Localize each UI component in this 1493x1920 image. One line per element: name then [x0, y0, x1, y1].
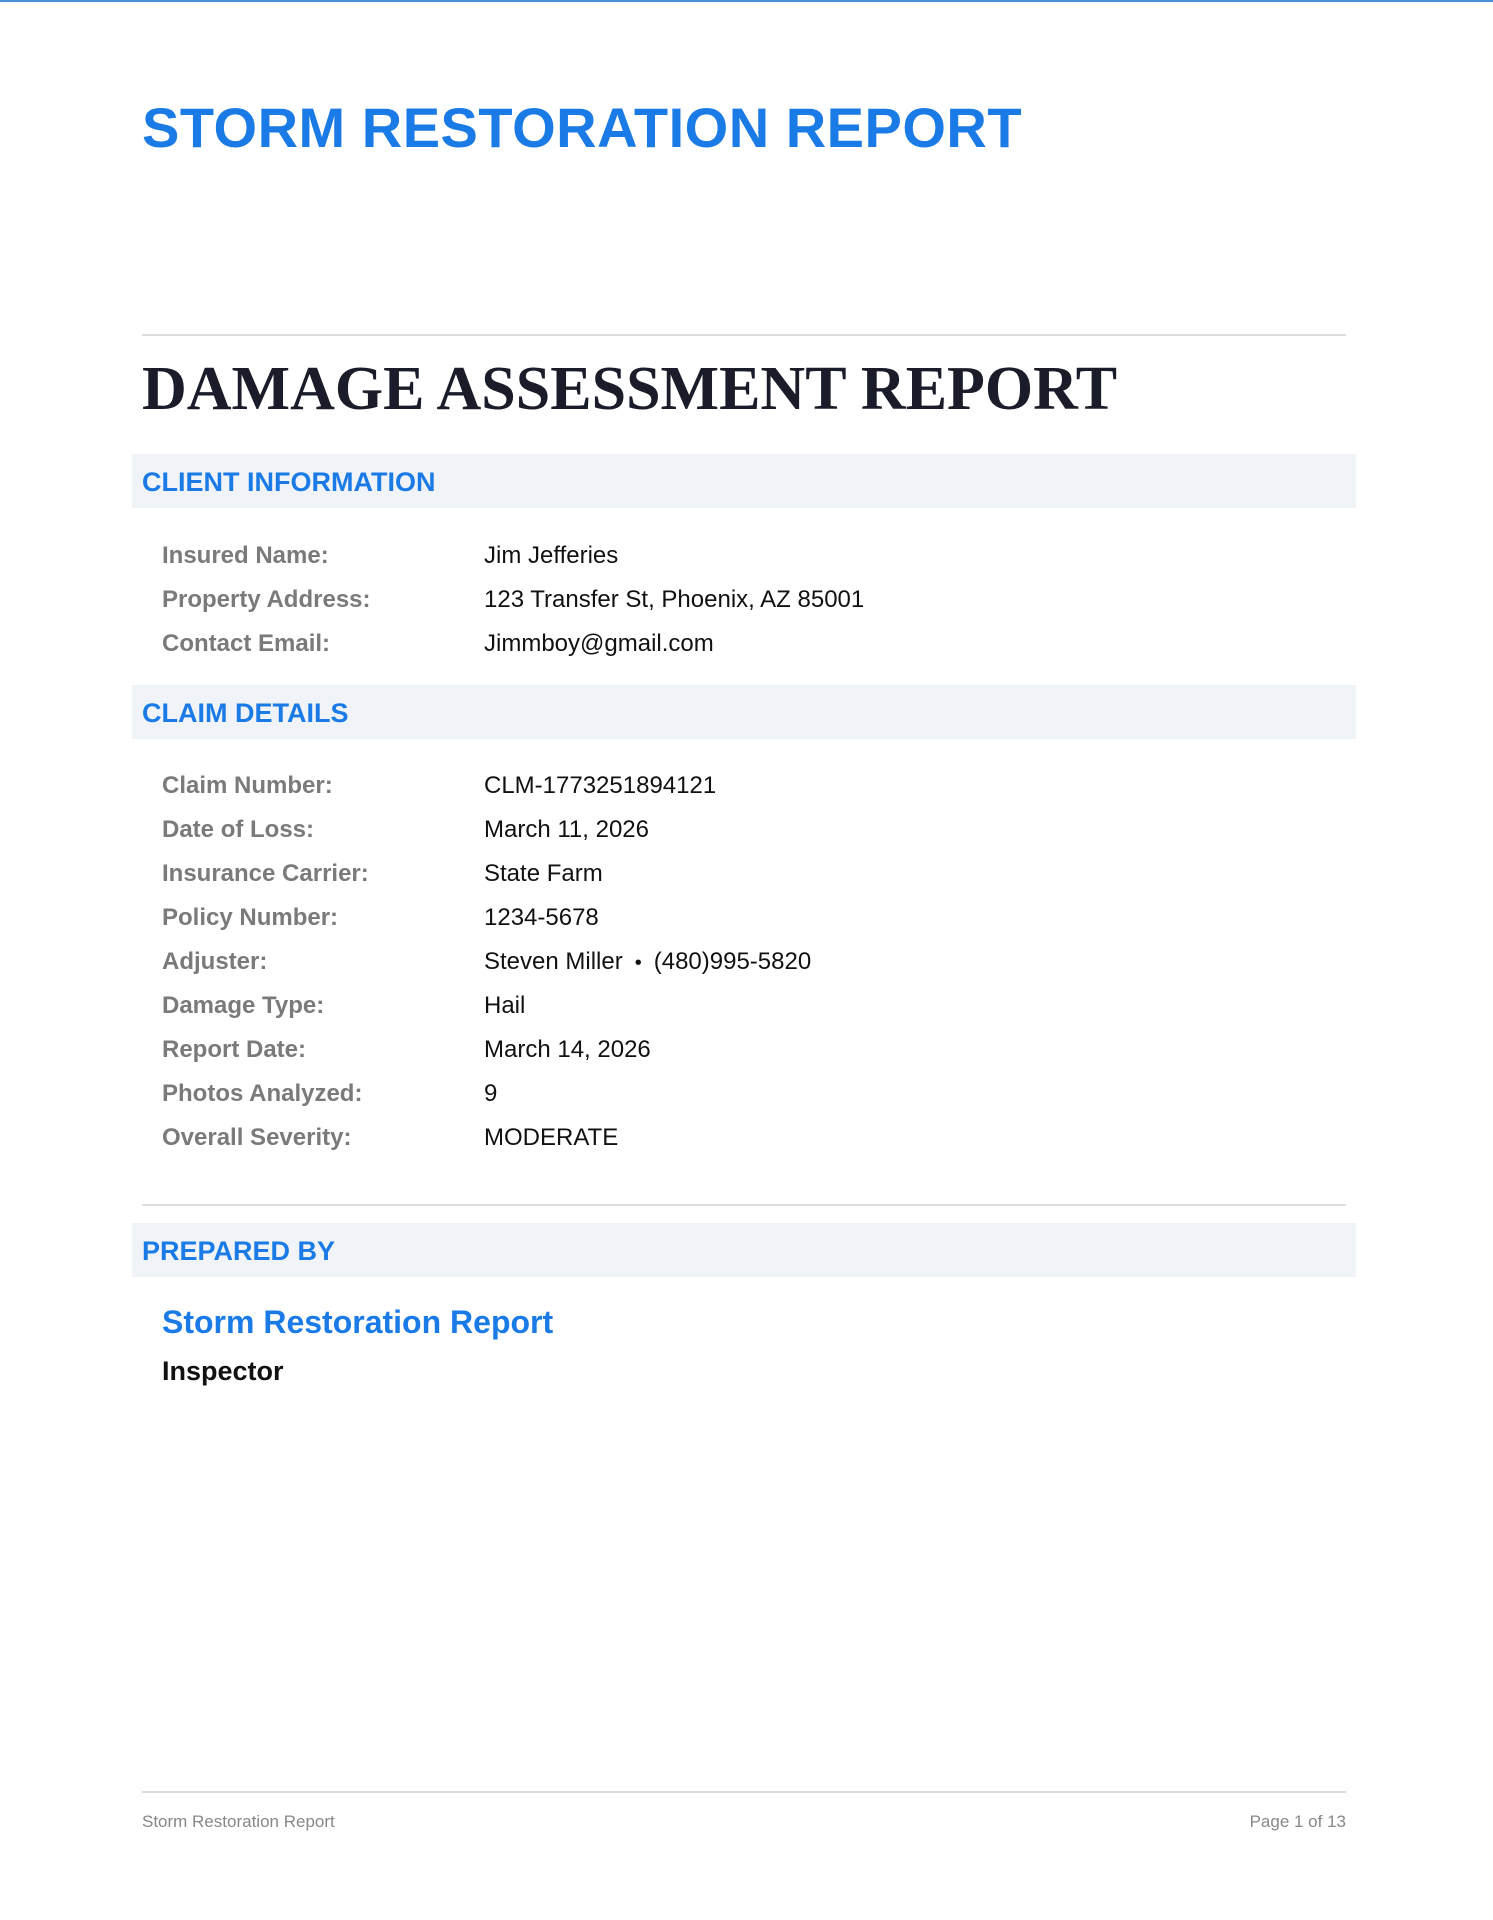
- field-label: Overall Severity:: [162, 1124, 352, 1151]
- footer-report-name: Storm Restoration Report: [142, 1812, 335, 1831]
- field-row-photos-analyzed: [162, 1072, 1262, 1116]
- field-label: Policy Number:: [162, 904, 339, 931]
- field-label: Report Date:: [162, 1036, 307, 1063]
- field-row-adjuster: [162, 940, 1262, 984]
- top-accent-rule: [0, 0, 1493, 2]
- section-divider: [142, 1204, 1346, 1206]
- field-value: MODERATE: [484, 1124, 619, 1151]
- field-row-insurance-carrier: [162, 852, 1262, 896]
- bullet-separator: •: [634, 952, 642, 974]
- field-value: March 11, 2026: [484, 816, 649, 843]
- field-value: March 14, 2026: [484, 1036, 651, 1063]
- field-row-overall-severity: [162, 1116, 1262, 1160]
- adjuster-phone: (480)995-5820: [653, 948, 812, 975]
- field-label: Adjuster:: [162, 948, 268, 975]
- client-information-section: [132, 454, 1356, 508]
- field-row-date-of-loss: [162, 808, 1262, 852]
- field-row-report-date: [162, 1028, 1262, 1072]
- field-row-property-address: [162, 578, 1262, 622]
- preparer-company: Storm Restoration Report: [162, 1304, 554, 1340]
- claim-details-fields: [162, 764, 1262, 1160]
- field-label: Photos Analyzed:: [162, 1080, 363, 1107]
- field-label: Claim Number:: [162, 772, 333, 799]
- field-value: CLM-1773251894121: [484, 772, 717, 799]
- field-row-damage-type: [162, 984, 1262, 1028]
- client-information-fields: [162, 534, 1262, 666]
- prepared-by-section: [132, 1223, 1356, 1277]
- claim-details-section: [132, 685, 1356, 739]
- field-value: Jimmboy@gmail.com: [484, 630, 714, 657]
- field-row-claim-number: [162, 764, 1262, 808]
- page-number: Page 1 of 13: [1249, 1812, 1346, 1831]
- preparer-role: Inspector: [162, 1356, 284, 1386]
- title-divider: [142, 334, 1346, 336]
- field-row-insured-name: [162, 534, 1262, 578]
- field-label: Insurance Carrier:: [162, 860, 369, 887]
- claim-details-heading: CLAIM DETAILS: [142, 698, 349, 728]
- client-information-heading: CLIENT INFORMATION: [142, 467, 436, 497]
- field-row-contact-email: [162, 622, 1262, 666]
- brand-title: STORM RESTORATION REPORT: [142, 96, 1023, 159]
- field-label: Damage Type:: [162, 992, 325, 1019]
- field-value: 123 Transfer St, Phoenix, AZ 85001: [484, 586, 865, 613]
- field-value: State Farm: [484, 860, 603, 887]
- footer-divider: [142, 1791, 1346, 1793]
- field-label: Property Address:: [162, 586, 371, 613]
- document-title: DAMAGE ASSESSMENT REPORT: [142, 355, 1118, 423]
- field-value: 1234-5678: [484, 904, 599, 931]
- adjuster-name: Steven Miller: [484, 948, 623, 975]
- field-value-adjuster: [484, 940, 811, 985]
- field-label: Insured Name:: [162, 542, 329, 569]
- field-value: Hail: [484, 992, 526, 1019]
- prepared-by-heading: PREPARED BY: [142, 1236, 336, 1266]
- field-value: 9: [484, 1080, 498, 1107]
- field-row-policy-number: [162, 896, 1262, 940]
- field-label: Date of Loss:: [162, 816, 315, 843]
- field-label: Contact Email:: [162, 630, 331, 657]
- field-value: Jim Jefferies: [484, 542, 619, 569]
